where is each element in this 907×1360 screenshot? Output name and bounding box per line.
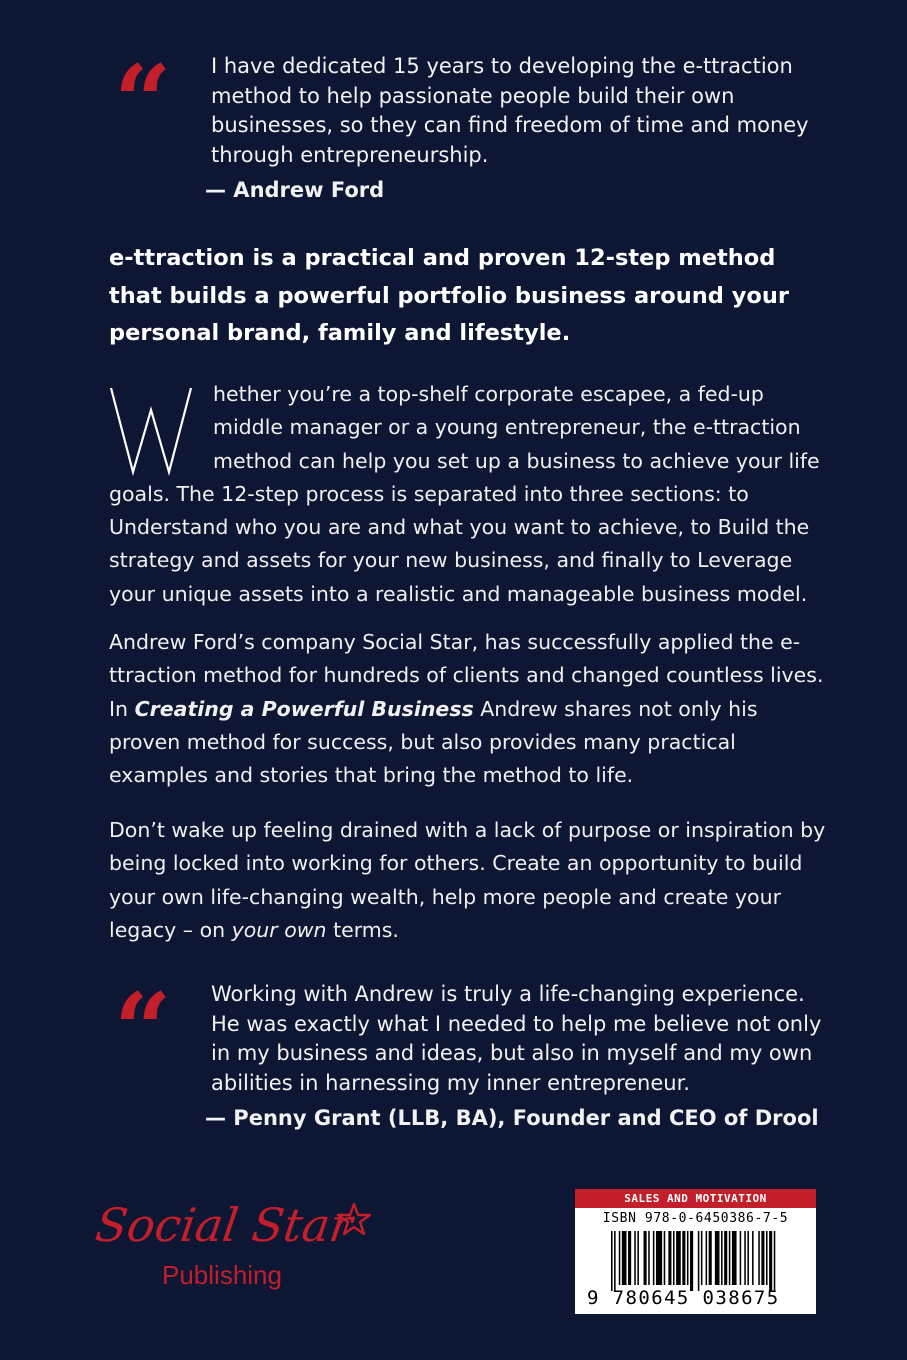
star-icon [336,1202,372,1236]
barcode-bar [774,1231,776,1291]
barcode-digits: 9 780645 038675 [587,1287,780,1309]
barcode-bar [637,1231,639,1285]
quote-mark-icon: “ [114,43,166,161]
paragraph-3-text-end: terms. [326,917,399,942]
isbn-label: ISBN 978-0-6450386-7-5 [602,1211,789,1226]
testimonial-quote-2 [205,980,831,1134]
lead-paragraph: e-ttraction is a practical and proven 12-step method that builds a powerful portfolio business around your personal brand, family and lifestyle. [109,245,789,346]
publisher-name: Social Star [92,1198,356,1252]
barcode-bar [690,1231,693,1291]
isbn-barcode [575,1189,816,1314]
barcode-bar [687,1231,689,1285]
barcode-bar [634,1231,636,1285]
barcode-bar [644,1231,647,1285]
svg-text:W: W [109,384,110,385]
barcode-bar [740,1231,742,1285]
barcode-bar [752,1231,754,1285]
quote-2-text: Working with Andrew is truly a life-changing experience. He was exactly what I needed to help me believe not only in my business and ideas, but also in myself and my own abilities in harnessing my inner entrepreneur. [211,982,822,1095]
barcode-bar [619,1231,621,1285]
barcode-bar [614,1231,616,1291]
barcode-bar [766,1231,768,1285]
body-paragraph-2 [109,626,829,792]
barcode-bar [701,1231,703,1285]
barcode-bar [698,1231,700,1291]
book-title: Creating a Powerful Business [134,696,474,721]
publisher-subtitle: Publishing [162,1260,282,1290]
quote-1-text: I have dedicated 15 years to developing the e-ttraction method to help passionate people build their own businesses, so they can find freedom of time and money through entrepreneurship. [211,54,809,167]
quote-2-author: — Penny Grant (LLB, BA), Founder and CEO of Drool [205,1106,819,1130]
barcode-bar [653,1231,655,1285]
category-label: SALES AND MOTIVATION [575,1189,816,1208]
barcode-bar [706,1231,708,1285]
barcode-bar [729,1231,731,1285]
quote-1-author: — Andrew Ford [205,178,385,202]
barcode-bars [575,1229,816,1293]
testimonial-quote-1 [205,52,831,206]
dropcap-w [109,384,193,476]
barcode-bar [769,1231,772,1291]
emphasis-your-own: your own [231,917,327,942]
barcode-bar [732,1231,737,1285]
body-paragraph-1 [109,378,821,611]
barcode-bar [673,1231,675,1285]
barcode-bar [668,1231,671,1285]
barcode-bar [715,1231,720,1285]
barcode-bar [656,1231,662,1285]
barcode-bar [611,1231,613,1291]
quote-mark-icon: “ [114,971,166,1089]
publisher-logo [92,1198,386,1298]
barcode-bar [622,1231,627,1285]
barcode-bar [676,1231,681,1285]
paragraph-2-text-end: Andrew shares not only his proven method for success, but also provides many practical examples and stories that bring the method to life. [109,696,758,788]
barcode-bar [628,1231,631,1285]
barcode-bar [758,1231,760,1285]
barcode-bar [747,1231,749,1285]
barcode-bar [744,1231,746,1285]
paragraph-1-text: hether you’re a top-shelf corporate escapee, a fed-up middle manager or a young entrepreneur, the e-ttraction method can help you set up a business to achieve your life goals. The 12-step process is separated into three sections: to Understand who you are and what you want to achieve, to Build the strategy and assets for your new business, and finally to Leverage your unique assets into a realistic and manageable business model. [109,382,820,606]
barcode-bar [648,1231,650,1285]
paragraph-3-text-start: Don’t wake up feeling drained with a lack of purpose or inspiration by being locked into working for others. Create an opportunity to build your own life-changing wealth, help more people and create your legacy – on [109,818,826,942]
barcode-bar [709,1231,712,1285]
barcode-bar [721,1231,723,1285]
barcode-bar [761,1231,764,1285]
barcode-bar [664,1231,666,1285]
paragraph-2-text-start: Andrew Ford’s company Social Star, has successfully applied the e-ttraction method for hundreds of clients and changed countless lives. In [109,630,824,721]
barcode-bar [682,1231,685,1285]
barcode-bar [724,1231,727,1285]
body-paragraph-3 [109,814,829,947]
